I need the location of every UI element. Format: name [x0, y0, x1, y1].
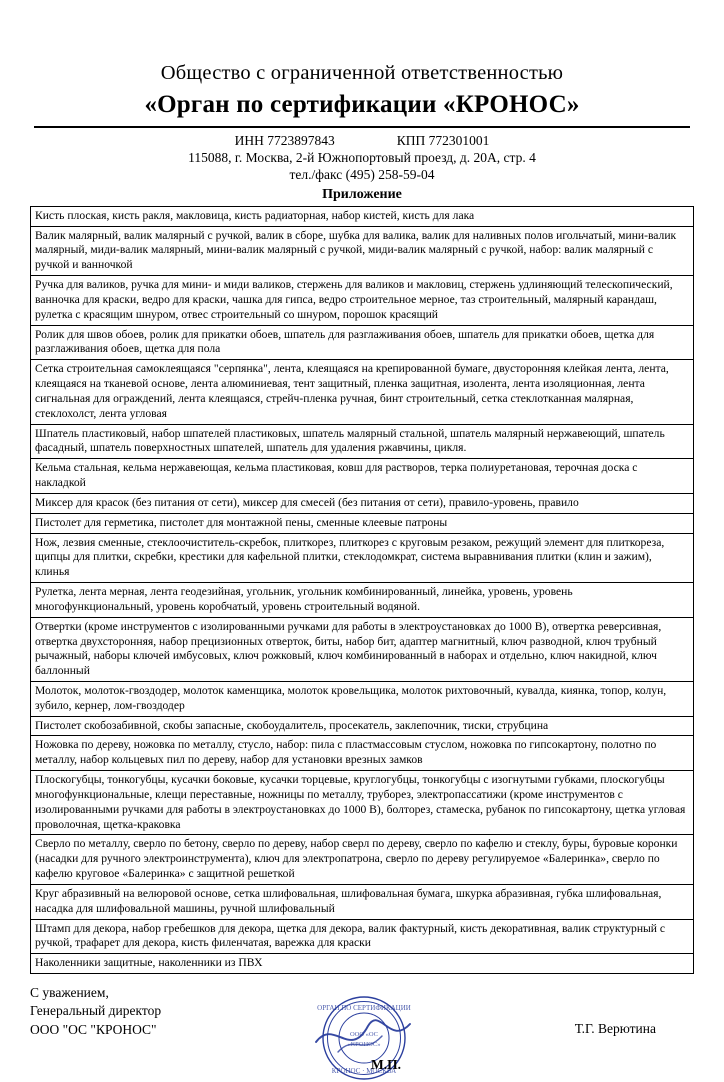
table-row — [31, 835, 694, 884]
svg-text:«КРОНОС»: «КРОНОС» — [347, 1041, 381, 1049]
item-cell: Наколенники защитные, наколенники из ПВХ — [31, 954, 694, 974]
item-cell: Шпатель пластиковый, набор шпателей пластиковых, шпатель малярный стальной, шпатель малярный нержавеющий, шпатель фасадный, шпатель поверхностных шпателей, шпатель для удаления ржавчины, цикля. — [31, 424, 694, 459]
table-row — [31, 325, 694, 360]
table-row — [31, 716, 694, 736]
inn-value: ИНН 7723897843 — [234, 132, 335, 148]
svg-text:ООО «ОС: ООО «ОС — [349, 1031, 379, 1039]
table-row — [31, 617, 694, 681]
signer-name: Т.Г. Верютина — [574, 1021, 656, 1037]
org-name-line: «Орган по сертификации «КРОНОС» — [144, 90, 580, 118]
item-cell: Сетка строительная самоклеящаяся "серпянка", лента, клеящаяся на крепированной бумаге, двусторонняя клейкая лента, лента, клеящаяся на тканевой основе, лента алюминиевая, тент защитный, пленка защитная, изолента, лента изоляционная, лента сигнальная для ограждений, лента клеящаяся, стрейч-пленка ручная, бинт строительный, сетка стеклотканная малярная, стеклохолст, лента угловая — [31, 360, 694, 424]
table-row — [31, 226, 694, 275]
kpp-value: КПП 772301001 — [396, 132, 490, 148]
item-cell: Молоток, молоток-гвоздодер, молоток каменщика, молоток кровельщика, молоток рихтовочный, кувалда, киянка, топор, колун, зубило, кернер, лом-гвоздодер — [31, 681, 694, 716]
table-row — [31, 424, 694, 459]
item-cell: Кельма стальная, кельма нержавеющая, кельма пластиковая, ковш для растворов, терка полиуретановая, терочная доска с накладкой — [31, 459, 694, 494]
item-cell: Рулетка, лента мерная, лента геодезийная, угольник, угольник комбинированный, линейка, уровень, уровень многофункциональный, уровень коробчатый, уровень строительный водяной. — [31, 583, 694, 618]
table-row — [31, 583, 694, 618]
item-cell: Кисть плоская, кисть ракля, макловица, кисть радиаторная, набор кистей, кисть для лака — [31, 206, 694, 226]
table-row — [31, 919, 694, 954]
svg-text:ОРГАН ПО СЕРТИФИКАЦИИ: ОРГАН ПО СЕРТИФИКАЦИИ — [317, 1004, 411, 1013]
table-row — [31, 276, 694, 325]
item-cell: Миксер для красок (без питания от сети), миксер для смесей (без питания от сети), правило-уровень, правило — [31, 493, 694, 513]
org-address: 115088, г. Москва, 2-й Южнопортовый проезд, д. 20А, стр. 4 — [188, 149, 536, 165]
header-divider — [34, 126, 690, 128]
item-cell: Нож, лезвия сменные, стеклоочиститель-скребок, плиткорез, плиткорез с круговым резаком, режущий элемент для плиткореза, щипцы для плитки, скребки, крестики для кафельной плитки, стеклодомкрат, система выравнивания плитки (клин и зажим), клинья — [31, 533, 694, 582]
item-cell: Круг абразивный на велюровой основе, сетка шлифовальная, шлифовальная бумага, шкурка абразивная, губка шлифовальная, насадка для шлифовальной машины, ручной шлифовальный — [31, 884, 694, 919]
item-cell: Штамп для декора, набор гребешков для декора, щетка для декора, валик фактурный, кисть декоративная, валик структурный с ручкой, трафарет для декора, кисть филенчатая, варежка для краски — [31, 919, 694, 954]
page-title: Приложение — [322, 186, 402, 202]
document-footer — [30, 984, 694, 1076]
items-table-body — [31, 206, 694, 973]
table-row — [31, 459, 694, 494]
regards-line: С уважением, — [30, 985, 109, 1001]
items-table — [30, 206, 694, 974]
table-row — [31, 513, 694, 533]
table-row — [31, 493, 694, 513]
table-row — [31, 533, 694, 582]
item-cell: Пистолет для герметика, пистолет для монтажной пены, сменные клеевые патроны — [31, 513, 694, 533]
item-cell: Ролик для швов обоев, ролик для прикатки обоев, шпатель для разглаживания обоев, шпатель для прикатки обоев, щетка для разглаживания обоев, щетка для пола — [31, 325, 694, 360]
signer-company: ООО "ОС "КРОНОС" — [30, 1021, 157, 1037]
org-phone: тел./факс (495) 258-59-04 — [289, 166, 435, 182]
table-row — [31, 360, 694, 424]
table-row — [31, 954, 694, 974]
item-cell: Сверло по металлу, сверло по бетону, сверло по дереву, набор сверл по дереву, сверло по кафелю и стеклу, буры, буровые коронки (насадки для ручного электроинструмента), ключ для электропатрона, сверло по дереву регулируемое «Балеринка», сверло по кафелю круговое «Балеринка» с защитной решеткой — [31, 835, 694, 884]
org-type-line: Общество с ограниченной ответственностью — [160, 62, 564, 84]
item-cell: Ручка для валиков, ручка для мини- и миди валиков, стержень для валиков и макловиц, стержень удлиняющий телескопический, ванночка для краски, ведро для краски, чашка для гипса, ведро строительное мерное, таз строительный, малярный карандаш, рулетка с красящим шнуром, отвес строительный со шнуром, порошок красящий — [31, 276, 694, 325]
item-cell: Ножовка по дереву, ножовка по металлу, стусло, набор: пила с пластмассовым стуслом, ножовка по гипсокартону, полотно по металлу, набор кольцевых пил по дереву, набор для установки врезных замков — [31, 736, 694, 771]
table-row — [31, 736, 694, 771]
table-row — [31, 884, 694, 919]
svg-text:КРОНОС · МОСКВА: КРОНОС · МОСКВА — [331, 1067, 397, 1076]
item-cell: Плоскогубцы, тонкогубцы, кусачки боковые, кусачки торцевые, круглогубцы, тонкогубцы с изогнутыми губками, плоскогубцы многофункциональные, клещи переставные, ножницы по металлу, труборез, электропассатижи (кроме инструментов с изолированными ручками для работы в электроустановках до 1000 В), болторез, стамеска, рубанок по гипсокартону, щетка угловая проволочная, щетка-краковка — [31, 771, 694, 835]
signer-position: Генеральный директор — [30, 1003, 162, 1019]
table-row — [31, 206, 694, 226]
signature-block-left — [30, 984, 360, 1039]
inn-kpp-row — [30, 133, 694, 149]
mp-label: М.П. — [371, 1057, 401, 1073]
item-cell: Пистолет скобозабивной, скобы запасные, скобоудалитель, просекатель, заклепочник, тиски, струбцина — [31, 716, 694, 736]
item-cell: Валик малярный, валик малярный с ручкой, валик в сборе, шубка для валика, валик для наливных полов игольчатый, мини-валик малярный, миди-валик малярный, мини-валик малярный с ручкой, миди-валик малярный с ручкой, набор: валик малярный с ручкой и ванночкой — [31, 226, 694, 275]
item-cell: Отвертки (кроме инструментов с изолированными ручками для работы в электроустановках до 1000 В), отвертка реверсивная, отвертка двухсторонняя, набор прецизионных отверток, биты, набор бит, адаптер магнитный, ключ разводной, ключ трубный рычажный, наборы ключей имбусовых, ключ рожковый, ключ комбинированный в наборах и отдельно, ключ накидной, ключ баллонный — [31, 617, 694, 681]
table-row — [31, 681, 694, 716]
table-row — [31, 771, 694, 835]
